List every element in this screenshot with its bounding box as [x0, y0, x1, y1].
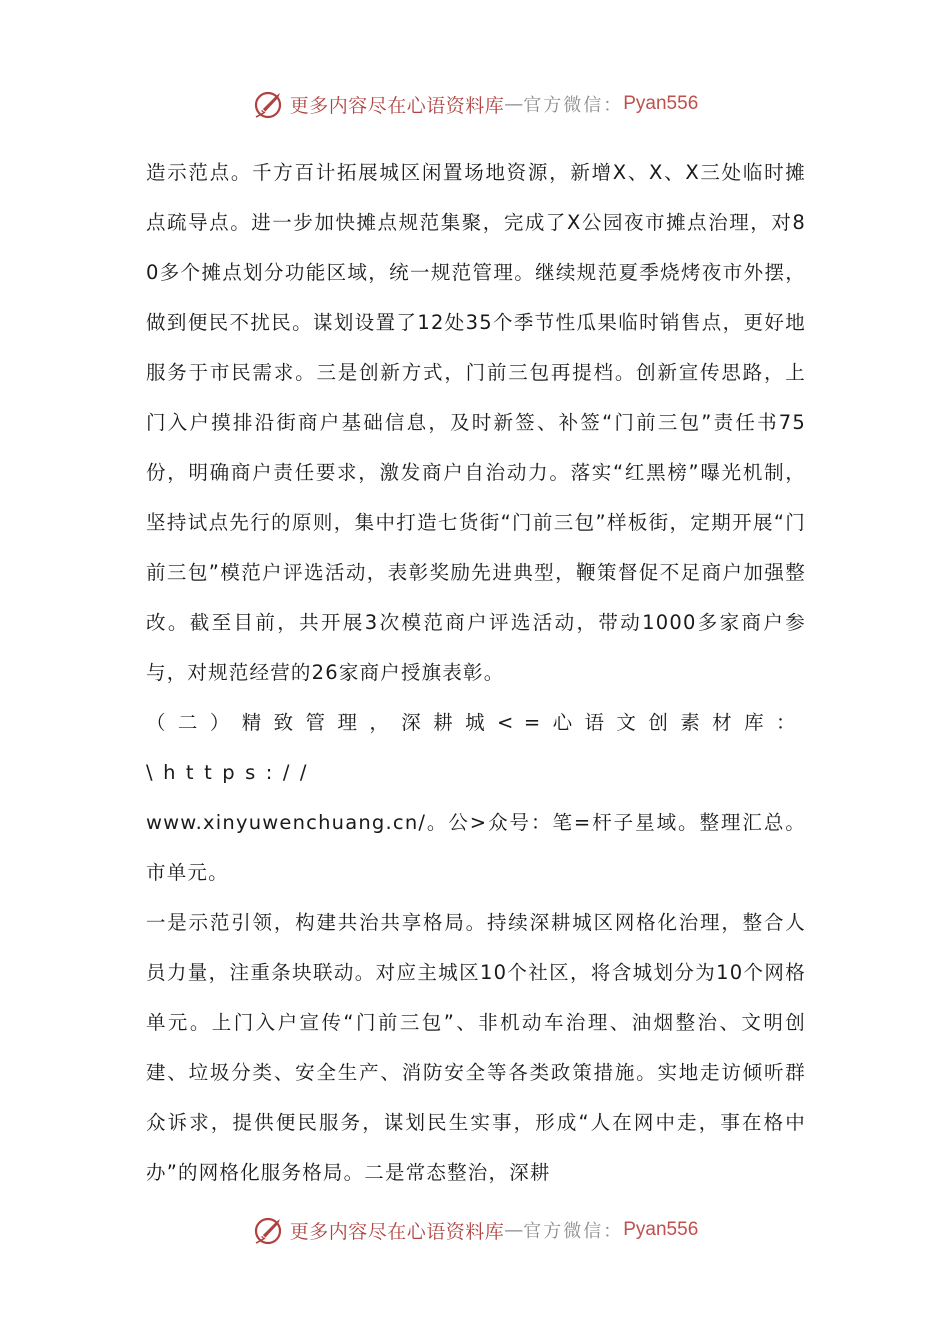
header-banner — [0, 84, 950, 124]
banner-wechat-label: 官方微信： — [523, 1221, 624, 1242]
banner-brand-text: 更多内容尽在心语资料库 — [289, 1220, 505, 1243]
document-body — [146, 148, 806, 1198]
footer-banner — [0, 1210, 950, 1250]
body-paragraph: 一是示范引领，构建共治共享格局。持续深耕城区网格化治理，整合人员力量，注重条块联动。对应主城区10个社区，将含城划分为10个网格单元。上门入户宣传“门前三包”、非机动车治理、油烟整治、文明创建、垃圾分类、安全生产、消防安全等各类政策措施。实地走访倾听群众诉求，提供便民服务，谋划民生实事，形成“人在网中走，事在格中办”的网格化服务格局。二是常态整治，深耕 — [146, 911, 806, 1184]
pen-logo-icon — [252, 87, 286, 121]
body-paragraph: 造示范点。千方百计拓展城区闲置场地资源，新增X、X、X三处临时摊点疏导点。进一步加快摊点规范集聚，完成了X公园夜市摊点治理，对80多个摊点划分功能区域，统一规范管理。继续规范夏季烧烤夜市外摆，做到便民不扰民。谋划设置了12处35个季节性瓜果临时销售点，更好地服务于市民需求。三是创新方式，门前三包再提档。创新宣传思路，上门入户摸排沿街商户基础信息，及时新签、补签“门前三包”责任书75份，明确商户责任要求，激发商户自治动力。落实“红黑榜”曝光机制，坚持试点先行的原则，集中打造七货街“门前三包”样板街，定期开展“门前三包”模范户评选活动，表彰奖励先进典型，鞭策督促不足商户加强整改。截至目前，共开展3次模范商户评选活动，带动1000多家商户参与，对规范经营的26家商户授旗表彰。 — [146, 161, 806, 684]
banner-wechat-label: 官方微信： — [523, 95, 624, 116]
pen-logo-icon — [252, 1213, 286, 1247]
body-paragraph: www.xinyuwenchuang.cn/。公>众号：笔=杆子星域。整理汇总。市单元。 — [146, 811, 806, 884]
section-heading: （二）精致管理，深耕城<=心语文创素材库：\https:// — [146, 711, 806, 784]
banner-dash: — — [504, 1219, 524, 1241]
banner-brand-text: 更多内容尽在心语资料库 — [289, 94, 505, 117]
banner-wechat-id: Pyan556 — [623, 1219, 699, 1240]
banner-dash: — — [504, 93, 524, 115]
banner-wechat-id: Pyan556 — [623, 93, 699, 114]
